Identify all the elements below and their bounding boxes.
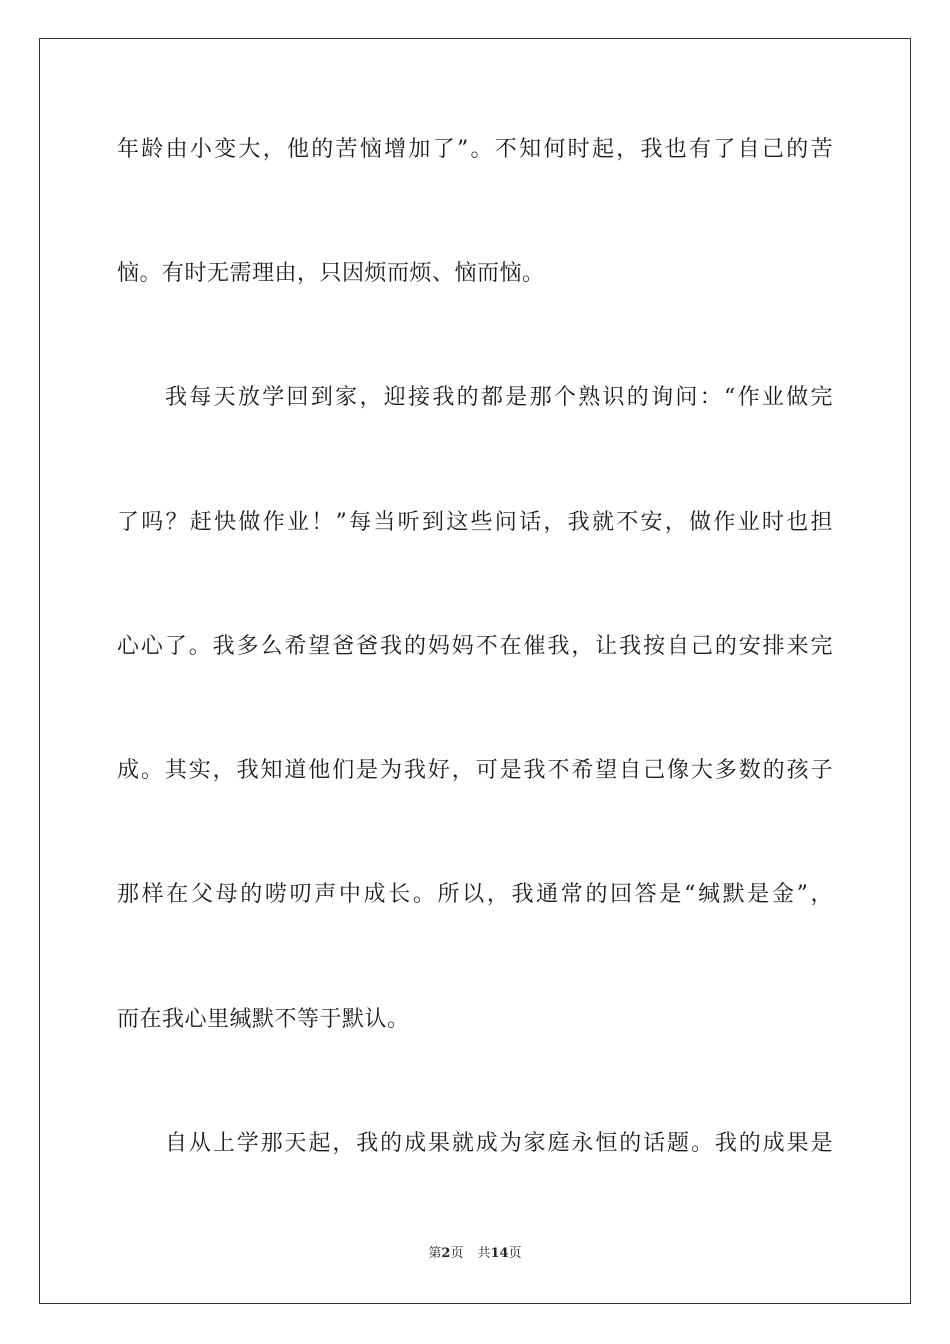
total-pages: 14 <box>490 1246 509 1261</box>
paragraph-start-line: 自从上学那天起，我的成果就成为家庭永恒的话题。我的成果是 <box>165 1131 833 1156</box>
total-pages-prefix: 共 <box>477 1246 491 1261</box>
page-footer <box>0 1245 950 1263</box>
paragraph-start-line: 我每天放学回到家，迎接我的都是那个熟识的询问：“作业做完 <box>165 385 833 410</box>
text-line: 成。其实，我知道他们是为我好，可是我不希望自己像大多数的孩子 <box>117 758 833 783</box>
page-border <box>39 38 911 1304</box>
total-pages-suffix: 页 <box>508 1246 522 1261</box>
text-line: 而在我心里缄默不等于默认。 <box>117 1007 410 1032</box>
text-line: 了吗？赶快做作业！”每当听到这些问话，我就不安，做作业时也担 <box>117 510 833 535</box>
text-line: 那样在父母的唠叨声中成长。所以，我通常的回答是“缄默是金”， <box>117 882 833 907</box>
text-line: 年龄由小变大，他的苦恼增加了”。不知何时起，我也有了自己的苦 <box>117 137 833 162</box>
page-number: 2 <box>441 1246 451 1261</box>
text-line: 恼。有时无需理由，只因烦而烦、恼而恼。 <box>117 261 545 286</box>
text-line: 心心了。我多么希望爸爸我的妈妈不在催我，让我按自己的安排来完 <box>117 634 833 659</box>
page-number-prefix: 第 <box>428 1246 442 1261</box>
page-number-suffix: 页 <box>450 1246 464 1261</box>
